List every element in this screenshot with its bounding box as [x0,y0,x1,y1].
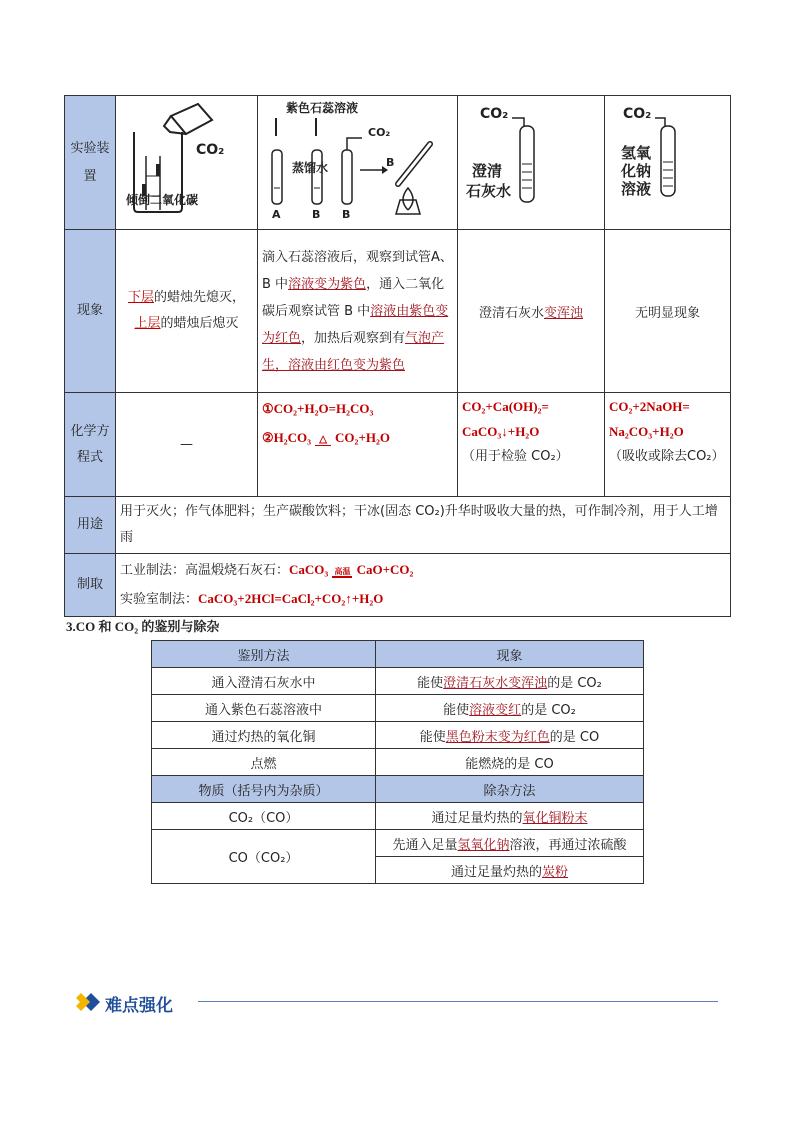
table-row [152,830,644,857]
method-cell: 通过灼热的氧化铜 [152,722,376,749]
exp3-label-part1: 澄清 [472,162,503,180]
red-text: 炭粉 [542,864,569,880]
phenomenon-cell [376,722,644,749]
equation-exp1 [116,393,258,497]
condition: 高温 [334,567,351,576]
removal-cell [376,803,644,830]
table-row [152,722,644,749]
naoh-diagram [605,96,730,225]
tube-a-label: A [272,208,281,221]
row-header-text: 制取 [76,577,103,592]
red-text: 变浑浊 [544,305,584,321]
red-text: 黑色粉末变为红色 [445,729,550,745]
tube-b1-label: B [312,208,321,221]
removal-cell [376,830,644,857]
use-cell [116,497,731,554]
equation-exp4 [605,393,731,497]
condition: △ [315,435,331,446]
litmus-diagram [258,96,457,225]
pour-co2-diagram [116,96,257,225]
double-diamond-icon [76,993,102,1011]
equation-text: CO₂+H₂O [335,430,390,445]
row-header-equation [65,393,116,497]
substance-cell: CO₂（CO） [152,803,376,830]
exp4-co2-label: CO₂ [623,106,652,122]
method-cell: 点燃 [152,749,376,776]
text: 通过足量灼热的 [431,810,523,826]
row-header-apparatus [65,96,116,230]
text: — [180,437,193,452]
text: 的是 CO [549,729,600,745]
text: 能使 [417,675,444,691]
phenomenon-exp1 [116,230,258,393]
arrow-b-label: B [386,156,395,169]
row-header-text: 现象 [76,303,103,318]
apparatus-exp3 [458,96,605,230]
header-removal: 除杂方法 [376,776,644,803]
table-row [152,803,644,830]
removal-cell [376,857,644,884]
exp3-co2-label: CO₂ [480,106,509,122]
phenomenon-cell [376,749,644,776]
text: 通过足量灼热的 [450,864,542,880]
exp3-label-part2: 石灰水 [466,182,512,200]
text: 能燃烧的是 CO [465,756,554,772]
exp2-water-label: 蒸馏水 [292,161,329,175]
limewater-diagram [458,96,604,225]
equation-text: CO₂+Ca(OH)₂= [462,399,549,414]
red-text: 澄清石灰水变浑浊 [443,675,548,691]
text: 无明显现象 [634,305,700,321]
text: 用于灭火；作气体肥料；生产碳酸饮料；干冰(固态 CO₂)升华时吸收大量的热，可作制冷剂，用于人工增雨 [120,504,718,545]
equation-text: ②H₂CO₃ [262,430,312,445]
phenomenon-exp4 [605,230,731,393]
red-text: 气泡产生，溶液由红色变为紫色 [262,330,445,373]
substance-cell: CO（CO₂） [152,830,376,884]
apparatus-exp1 [116,96,258,230]
phenomenon-cell [376,668,644,695]
equation-text: CO₂+2NaOH= [609,399,690,414]
phenomenon-cell [376,695,644,722]
red-text: 溶液变红 [469,702,522,718]
footer-title: 难点强化 [105,996,173,1016]
note: （用于检验 CO₂） [462,449,569,464]
red-text: 溶液变为紫色 [288,276,367,292]
equation-text: CaCO₃+2HCl=CaCl₂+CO₂↑+H₂O [198,591,384,606]
footer-divider [198,1001,718,1002]
equation-text: CaCO₃ [289,562,329,577]
red-text: 溶液由紫色变为红色 [262,303,449,346]
co2-properties-table [64,95,731,617]
preparation-cell [116,554,731,617]
row-header-text: 化学方程式 [70,423,110,465]
row-header-text: 用途 [76,517,103,532]
row-header-preparation [65,554,116,617]
text: 澄清石灰水 [478,305,544,321]
note: （吸收或除去CO₂） [609,449,725,464]
apparatus-exp2 [258,96,458,230]
text: 的是 CO₂ [521,702,576,718]
equation-exp3 [458,393,605,497]
text: 实验室制法： [120,592,199,607]
method-cell: 通入紫色石蕊溶液中 [152,695,376,722]
red-text: 氧化铜粉末 [522,810,588,826]
text: 先通入足量 [392,837,458,853]
text: 的蜡烛先熄灭， [154,290,246,305]
exp4-label-part2: 化钠 [621,162,652,180]
exp4-label-part3: 溶液 [621,180,652,198]
header-method: 鉴别方法 [152,641,376,668]
text: 能使 [419,729,446,745]
text: 的蜡烛后熄灭 [160,316,239,331]
row-header-phenomenon [65,230,116,393]
red-text: 下层 [127,290,154,305]
exp1-caption: 倾倒二氧化碳 [126,193,199,207]
header-substance: 物质（括号内为杂质） [152,776,376,803]
table-row [152,749,644,776]
text: 溶液，再通过浓硫酸 [509,837,627,853]
equation-text: CaCO₃↓+H₂O [462,424,540,439]
exp2-reagent-label: 紫色石蕊溶液 [286,101,359,115]
tube-b2-label: B [342,208,351,221]
equation-text: ①CO₂+H₂O=H₂CO₃ [262,401,374,416]
apparatus-exp4 [605,96,731,230]
identification-table [151,640,644,884]
text: 的是 CO₂ [547,675,602,691]
section-heading: 3.CO 和 CO₂ 的鉴别与除杂 [66,619,220,634]
table-row [152,695,644,722]
text: ，加热后观察到有 [301,330,406,346]
text: ，通入二氧化碳后观察试管 B 中 [262,276,445,319]
text: 滴入石蕊溶液后，观察到试管A、B 中 [262,249,453,292]
text: 工业制法：高温煅烧石灰石： [120,563,290,578]
phenomenon-exp2 [258,230,458,393]
row-header-use [65,497,116,554]
text: 能使 [443,702,470,718]
header-phenomenon: 现象 [376,641,644,668]
exp2-co2-label: CO₂ [368,126,391,139]
phenomenon-exp3 [458,230,605,393]
equation-text: Na₂CO₃+H₂O [609,424,684,439]
exp1-co2-label: CO₂ [196,142,225,158]
equation-exp2 [258,393,458,497]
exp4-label-part1: 氢氧 [621,144,652,162]
method-cell: 通入澄清石灰水中 [152,668,376,695]
red-text: 上层 [134,316,161,331]
red-text: 氢氧化钠 [457,837,510,853]
table-row [152,668,644,695]
row-header-text: 实验装置 [70,140,110,184]
equation-text: CaO+CO₂ [356,562,414,577]
